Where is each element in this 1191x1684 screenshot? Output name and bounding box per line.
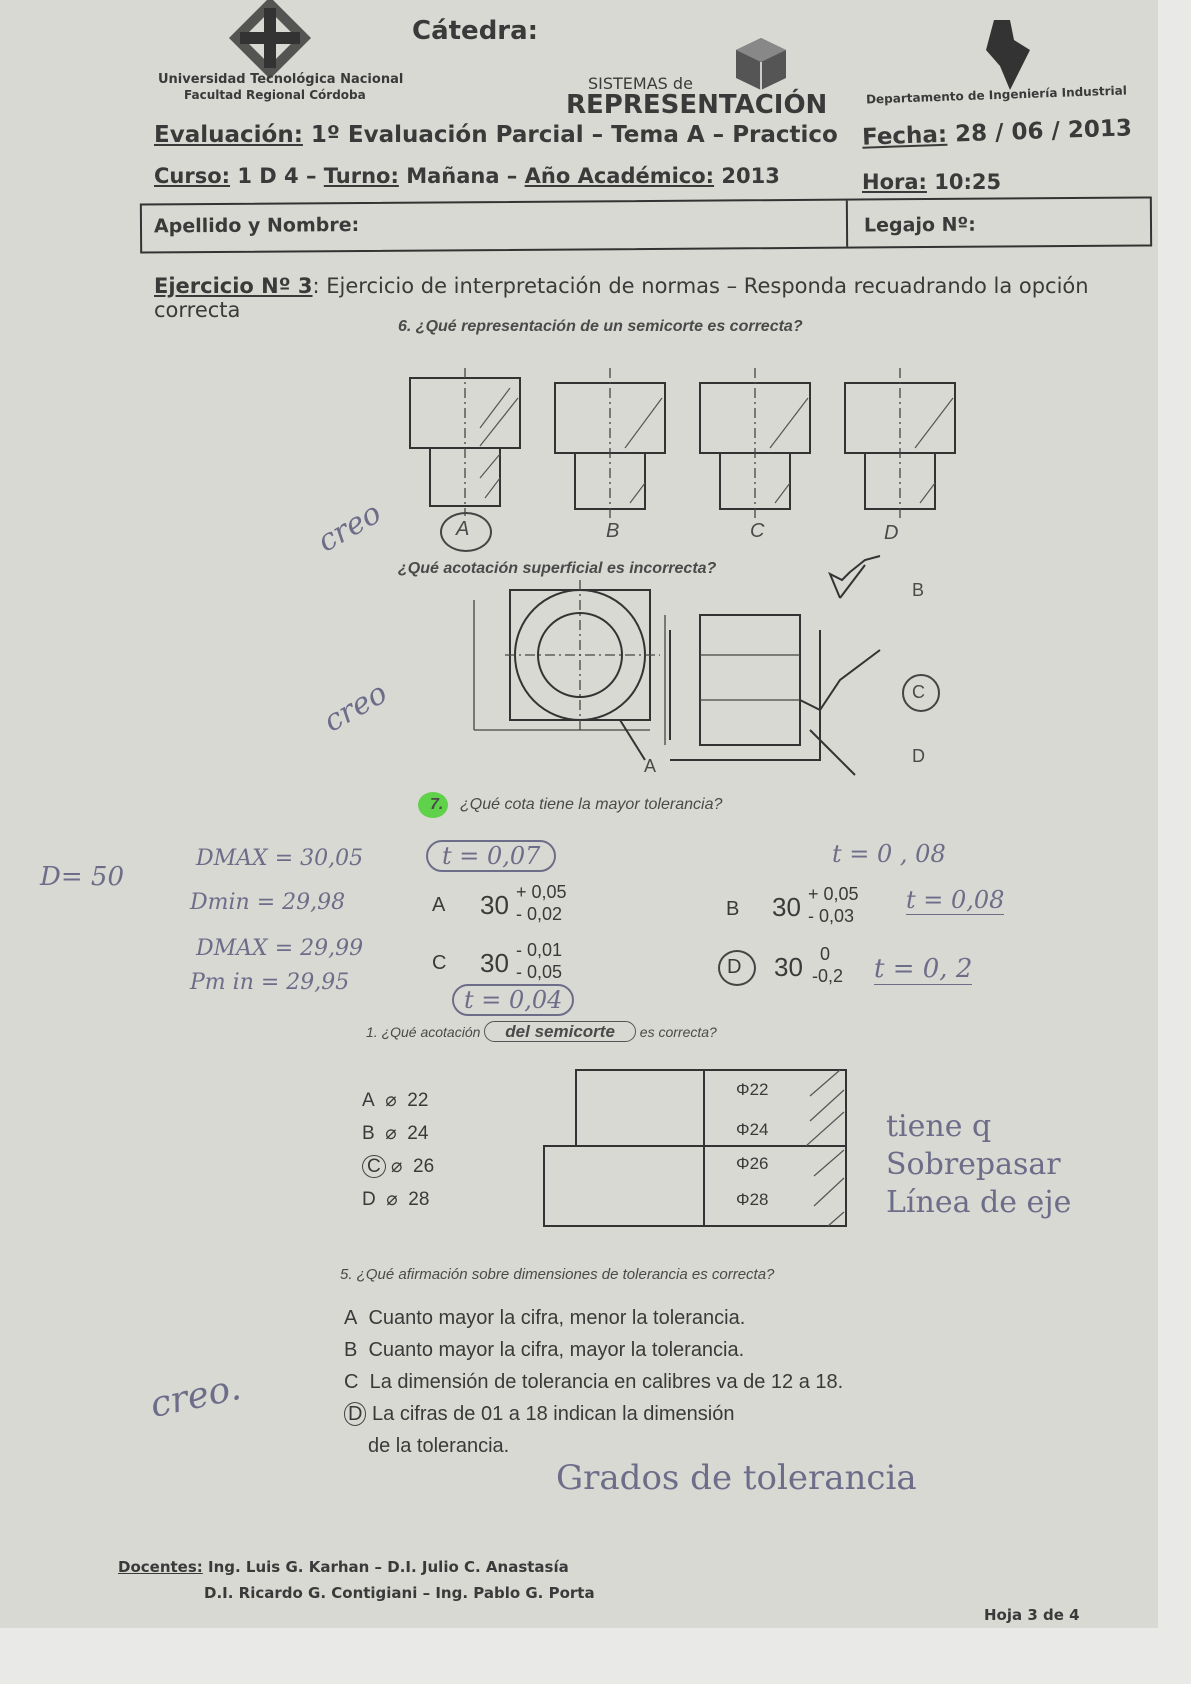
q-surface-label-b: B xyxy=(912,580,925,600)
curso-value: 1 D 4 xyxy=(237,164,299,188)
q5-option-c-text: La dimensión de tolerancia en calibres va de 12 a 18. xyxy=(369,1371,844,1393)
q7-note-dmin-c: Pm in = 29,95 xyxy=(190,970,350,995)
q1-note-line2: Sobrepasar xyxy=(886,1147,1061,1182)
docentes-line1: Ing. Luis G. Karhan – D.I. Julio C. Anastasía xyxy=(208,1558,569,1576)
q5-option-a-text: Cuanto mayor la cifra, menor la tolerancia. xyxy=(368,1307,746,1329)
apellido-label: Apellido y Nombre: xyxy=(153,214,360,238)
cube-logo xyxy=(734,36,788,92)
exercise-title xyxy=(154,274,1158,322)
q6-option-d: D xyxy=(884,522,899,544)
q5-options xyxy=(344,1302,843,1462)
q7-option-d-letter: D xyxy=(727,956,742,978)
q6-drawing-a xyxy=(410,368,520,516)
q-surface-note: creo xyxy=(317,675,394,740)
q5-option-c xyxy=(344,1366,843,1398)
q7-note-t-b: t = 0,08 xyxy=(906,886,1005,914)
q7-note-t-a: t = 0,07 xyxy=(426,840,556,872)
q7-option-c-nominal: 30 xyxy=(480,948,509,978)
q7-note-dmax-a: DMAX = 30,05 xyxy=(196,846,364,871)
evaluacion-value: 1º Evaluación Parcial – Tema A – Practico xyxy=(310,122,838,148)
q1-note-line1: tiene q xyxy=(886,1109,992,1144)
q6-option-a: A xyxy=(456,518,470,540)
q1-option-a-value: 22 xyxy=(407,1090,429,1111)
exercise-label: Ejercicio Nº 3 xyxy=(154,274,313,298)
q7-option-a-upper: + 0,05 xyxy=(516,882,567,902)
turno-label: Turno: xyxy=(323,164,399,188)
q1-dim-24: Φ24 xyxy=(732,1120,772,1140)
q5-option-b xyxy=(344,1334,843,1366)
q5-option-b-text: Cuanto mayor la cifra, mayor la tolerancia. xyxy=(368,1339,745,1361)
q1-option-c-letter: C xyxy=(362,1155,386,1178)
curso-row: Curso: 1 D 4 – Turno: Mañana – Año Académico: 2013 xyxy=(154,164,780,188)
evaluacion-label: Evaluación: xyxy=(154,122,303,148)
q6-drawing-b xyxy=(555,368,665,518)
q1-option-a-letter: A xyxy=(362,1090,375,1111)
q1-text-pre: 1. ¿Qué acotación xyxy=(366,1024,481,1040)
q7-option-b-lower: - 0,03 xyxy=(808,906,855,926)
evaluacion-row xyxy=(154,122,838,148)
department-logo xyxy=(980,20,1032,90)
q7-note-dmax-c: DMAX = 29,99 xyxy=(196,936,364,961)
hora-value: 10:25 xyxy=(934,170,1002,194)
subject-line2: REPRESENTACIÓN xyxy=(566,90,828,120)
q1-option-d-value: 28 xyxy=(408,1189,430,1210)
q1-option-b-letter: B xyxy=(362,1123,375,1144)
q7-option-b-nominal: 30 xyxy=(772,892,801,922)
q1-option-a: A ⌀ 22 xyxy=(362,1090,429,1111)
q7-note-t-d: t = 0, 2 xyxy=(874,954,973,984)
q7-note-dmin-a: Dmin = 29,98 xyxy=(190,890,346,915)
q-surface-question: ¿Qué acotación superficial es incorrecta? xyxy=(398,560,717,577)
q5-option-b-letter: B xyxy=(344,1339,358,1361)
q5-question: 5. ¿Qué afirmación sobre dimensiones de tolerancia es correcta? xyxy=(340,1266,775,1283)
curso-label: Curso: xyxy=(154,164,231,188)
q1-option-b: B ⌀ 24 xyxy=(362,1123,429,1144)
hora-row xyxy=(862,170,1001,194)
q1-option-d: D ⌀ 28 xyxy=(362,1189,430,1210)
q6-drawing-c xyxy=(700,368,810,518)
q7-option-c-letter: C xyxy=(432,952,447,974)
q1-text-post: es correcta? xyxy=(639,1024,717,1040)
q7-option-b-upper: + 0,05 xyxy=(808,884,859,904)
q1-option-c-value: 26 xyxy=(413,1156,435,1177)
turno-value: Mañana xyxy=(406,164,500,188)
q7-note-t-top: t = 0 , 08 xyxy=(832,840,946,868)
utn-logo xyxy=(240,8,300,68)
q1-option-d-letter: D xyxy=(362,1189,376,1210)
hora-label: Hora: xyxy=(862,170,927,194)
q7-option-c-upper: - 0,01 xyxy=(516,940,563,960)
q-surface-label-c: C xyxy=(912,682,925,702)
q1-dim-26: Φ26 xyxy=(732,1154,772,1174)
q6-option-c: C xyxy=(750,520,765,542)
q5-option-a xyxy=(344,1302,843,1334)
q1-text-mid: del semicorte xyxy=(484,1021,636,1042)
docentes-line2: D.I. Ricardo G. Contigiani – Ing. Pablo G. Porta xyxy=(204,1584,595,1602)
subject-line1: SISTEMAS de xyxy=(588,74,693,93)
q5-option-d-text2: de la tolerancia. xyxy=(368,1435,510,1457)
q1-options xyxy=(362,1084,434,1216)
legajo-divider xyxy=(846,201,848,247)
q6-drawing-d xyxy=(845,368,955,518)
q5-option-d-letter: D xyxy=(344,1402,366,1426)
exercise-text: : Ejercicio de interpretación de normas – Responda recuadrando la opción correcta xyxy=(154,274,1089,322)
q6-option-b: B xyxy=(606,520,620,542)
q5-note: creo. xyxy=(146,1366,245,1427)
q6-note: creo xyxy=(311,495,388,560)
docentes-label: Docentes: xyxy=(118,1558,203,1576)
q5-option-d xyxy=(344,1398,843,1430)
q7-number: 7. xyxy=(430,796,444,813)
legajo-label: Legajo Nº: xyxy=(863,213,976,237)
q7-option-a-letter: A xyxy=(432,894,446,916)
q7-option-a-lower: - 0,02 xyxy=(516,904,563,924)
q1-option-b-value: 24 xyxy=(407,1123,429,1144)
q1-dim-28: Φ28 xyxy=(732,1190,772,1210)
q1-question xyxy=(366,1022,717,1042)
q5-option-a-letter: A xyxy=(344,1307,358,1329)
fecha-value: 28 / 06 / 2013 xyxy=(954,115,1133,148)
q1-drawing xyxy=(544,1066,854,1232)
fecha-row xyxy=(862,115,1133,150)
q7-note-d: D= 50 xyxy=(40,862,124,892)
fecha-label: Fecha: xyxy=(861,121,948,151)
q7-option-d-nominal: 30 xyxy=(774,952,803,982)
q6-question: 6. ¿Qué representación de un semicorte es correcta? xyxy=(398,318,803,335)
q7-option-c-lower: - 0,05 xyxy=(516,962,563,982)
q7-option-a-nominal: 30 xyxy=(480,890,509,920)
q1-option-c: C ⌀ 26 xyxy=(362,1150,434,1183)
q5-option-c-letter: C xyxy=(344,1371,359,1393)
q1-note-line3: Línea de eje xyxy=(886,1185,1072,1220)
footer-docentes xyxy=(118,1558,569,1576)
q7-option-d-upper: 0 xyxy=(820,944,831,964)
q7-option-d-lower: -0,2 xyxy=(812,966,844,986)
q7-question: ¿Qué cota tiene la mayor tolerancia? xyxy=(460,796,723,813)
q-surface-label-a: A xyxy=(644,756,657,776)
anio-label: Año Académico: xyxy=(524,164,715,188)
student-box xyxy=(140,196,1152,253)
q5-note2: Grados de tolerancia xyxy=(556,1458,917,1498)
q-surface-label-d: D xyxy=(912,746,925,766)
anio-value: 2013 xyxy=(721,164,780,188)
department-name: Departamento de Ingeniería Industrial xyxy=(865,83,1128,107)
q1-dim-22: Φ22 xyxy=(732,1080,772,1100)
faculty-name: Facultad Regional Córdoba xyxy=(184,88,366,102)
page-number: Hoja 3 de 4 xyxy=(984,1606,1080,1624)
q-surface-drawing xyxy=(460,560,920,790)
q6-drawings xyxy=(400,368,940,518)
catedra-label: Cátedra: xyxy=(412,16,539,46)
q7-option-a xyxy=(432,894,445,917)
q7-option-b-letter: B xyxy=(726,898,740,920)
q7-note-t-c: t = 0,04 xyxy=(452,984,574,1016)
q5-option-d-text: La cifras de 01 a 18 indican la dimensión xyxy=(372,1403,735,1425)
university-name: Universidad Tecnológica Nacional xyxy=(158,72,404,87)
q1-note xyxy=(886,1108,1071,1222)
